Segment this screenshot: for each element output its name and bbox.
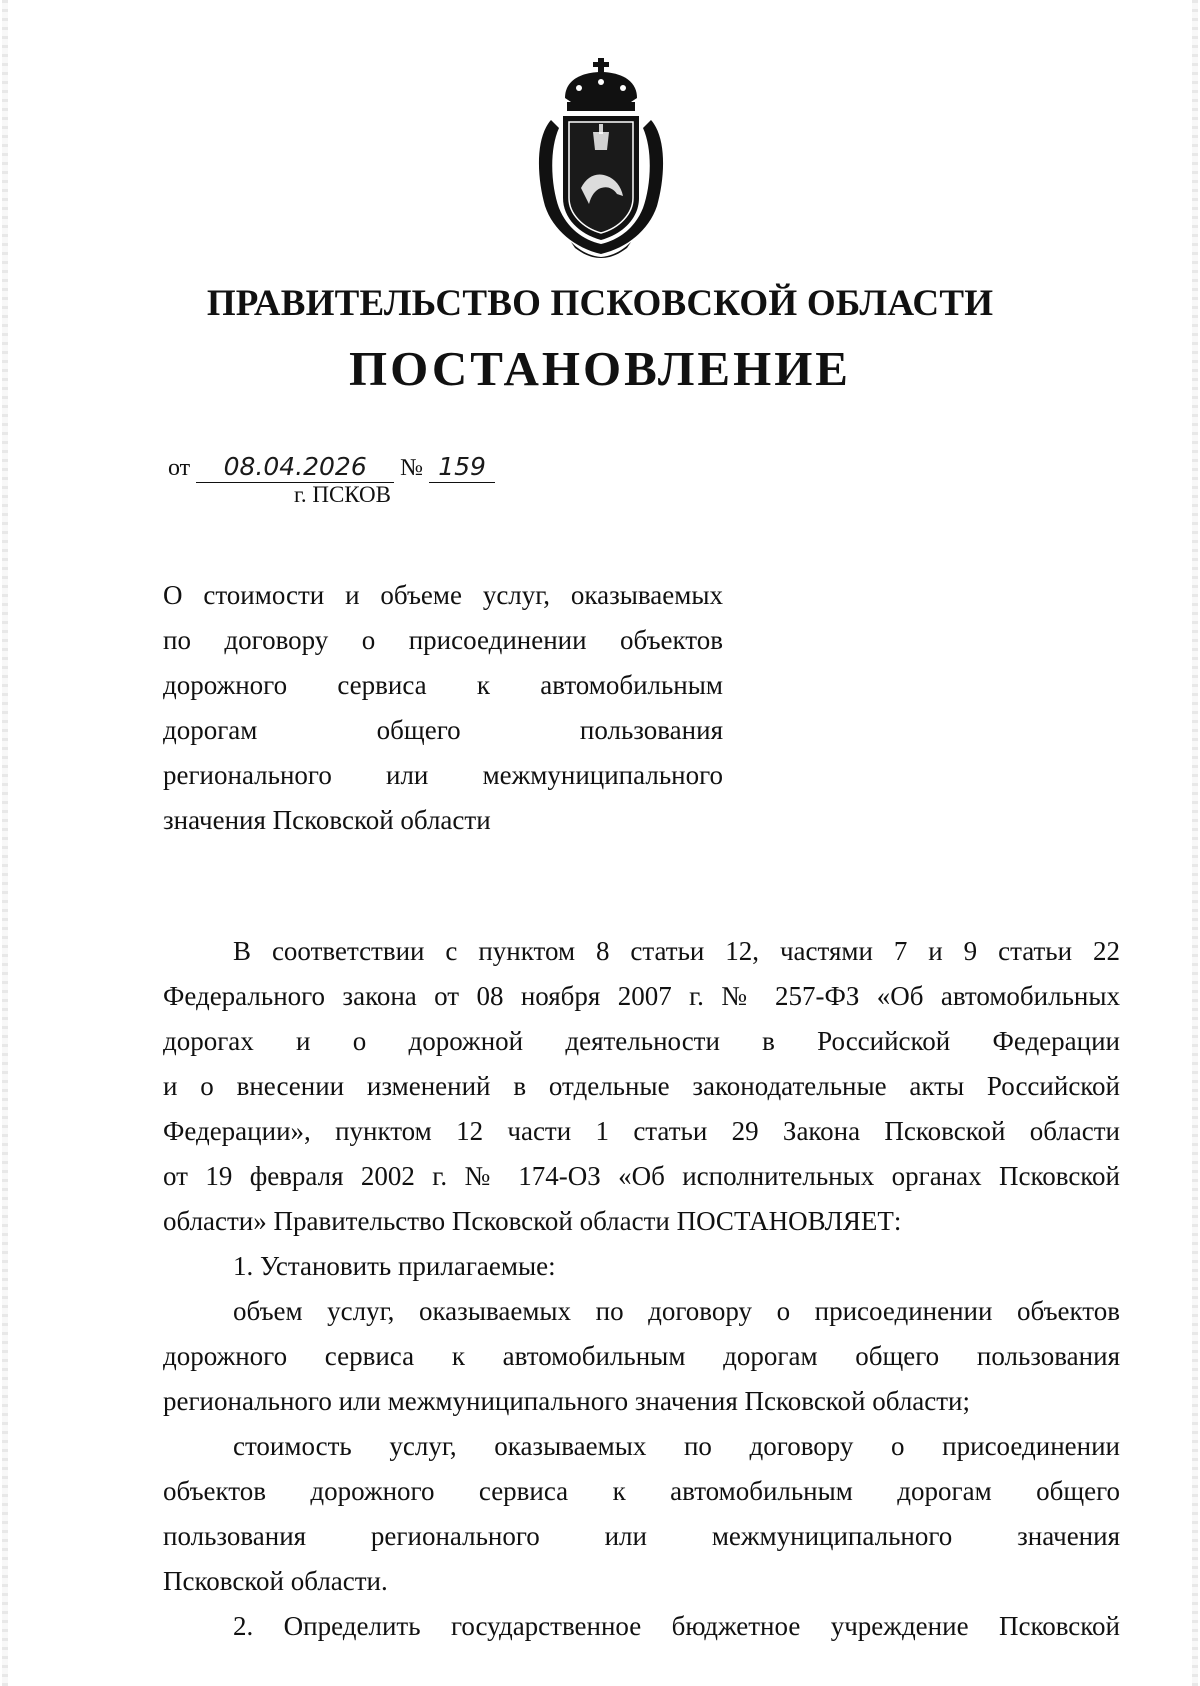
body-line: объем услуг, оказываемых по договору о присоединении объектов <box>233 1296 1120 1326</box>
body-line: Федерации», пунктом 12 части 1 статьи 29 Закона Псковской области <box>163 1116 1120 1146</box>
subject-line: дорогам общего пользования <box>163 715 723 745</box>
document-type: ПОСТАНОВЛЕНИЕ <box>349 341 851 396</box>
body-line: регионального или межмуниципального значения Псковской области; <box>163 1386 971 1416</box>
subject-line: дорожного сервиса к автомобильным <box>163 670 723 700</box>
body-line: объектов дорожного сервиса к автомобильным дорогам общего <box>163 1476 1120 1506</box>
document-date: 08.04.2026 <box>196 452 394 483</box>
document-subject <box>163 573 723 843</box>
issuing-authority: ПРАВИТЕЛЬСТВО ПСКОВСКОЙ ОБЛАСТИ <box>206 283 994 324</box>
document-number: 159 <box>429 452 495 483</box>
body-line: дорожного сервиса к автомобильным дорогам общего пользования <box>163 1341 1120 1371</box>
number-sign: № <box>400 455 424 481</box>
body-line: 1. Установить прилагаемые: <box>233 1251 556 1281</box>
coat-of-arms-icon <box>531 58 671 258</box>
body-line: области» Правительство Псковской области ПОСТАНОВЛЯЕТ: <box>163 1206 902 1236</box>
subject-line: регионального или межмуниципального <box>163 760 723 790</box>
body-line: Псковской области. <box>163 1566 388 1596</box>
document-body <box>163 929 1120 1649</box>
body-line: и о внесении изменений в отдельные законодательные акты Российской <box>163 1071 1120 1101</box>
subject-line: по договору о присоединении объектов <box>163 625 723 655</box>
date-prefix: от <box>168 455 191 481</box>
body-line: В соответствии с пунктом 8 статьи 12, частями 7 и 9 статьи 22 <box>233 936 1120 966</box>
subject-line: О стоимости и объеме услуг, оказываемых <box>163 580 723 610</box>
body-line: от 19 февраля 2002 г. № 174-ОЗ «Об исполнительных органах Псковской <box>163 1161 1120 1191</box>
date-number-line <box>168 452 495 483</box>
scan-edge-left <box>2 0 8 1686</box>
scan-edge-right <box>1192 0 1198 1686</box>
city-label: г. ПСКОВ <box>294 482 392 507</box>
subject-line: значения Псковской области <box>163 805 491 835</box>
body-line: пользования регионального или межмуниципального значения <box>163 1521 1120 1551</box>
body-line: стоимость услуг, оказываемых по договору о присоединении <box>233 1431 1120 1461</box>
body-line: 2. Определить государственное бюджетное учреждение Псковской <box>233 1611 1120 1641</box>
body-line: дорогах и о дорожной деятельности в Российской Федерации <box>163 1026 1120 1056</box>
body-line: Федерального закона от 08 ноября 2007 г. № 257-ФЗ «Об автомобильных <box>163 981 1120 1011</box>
